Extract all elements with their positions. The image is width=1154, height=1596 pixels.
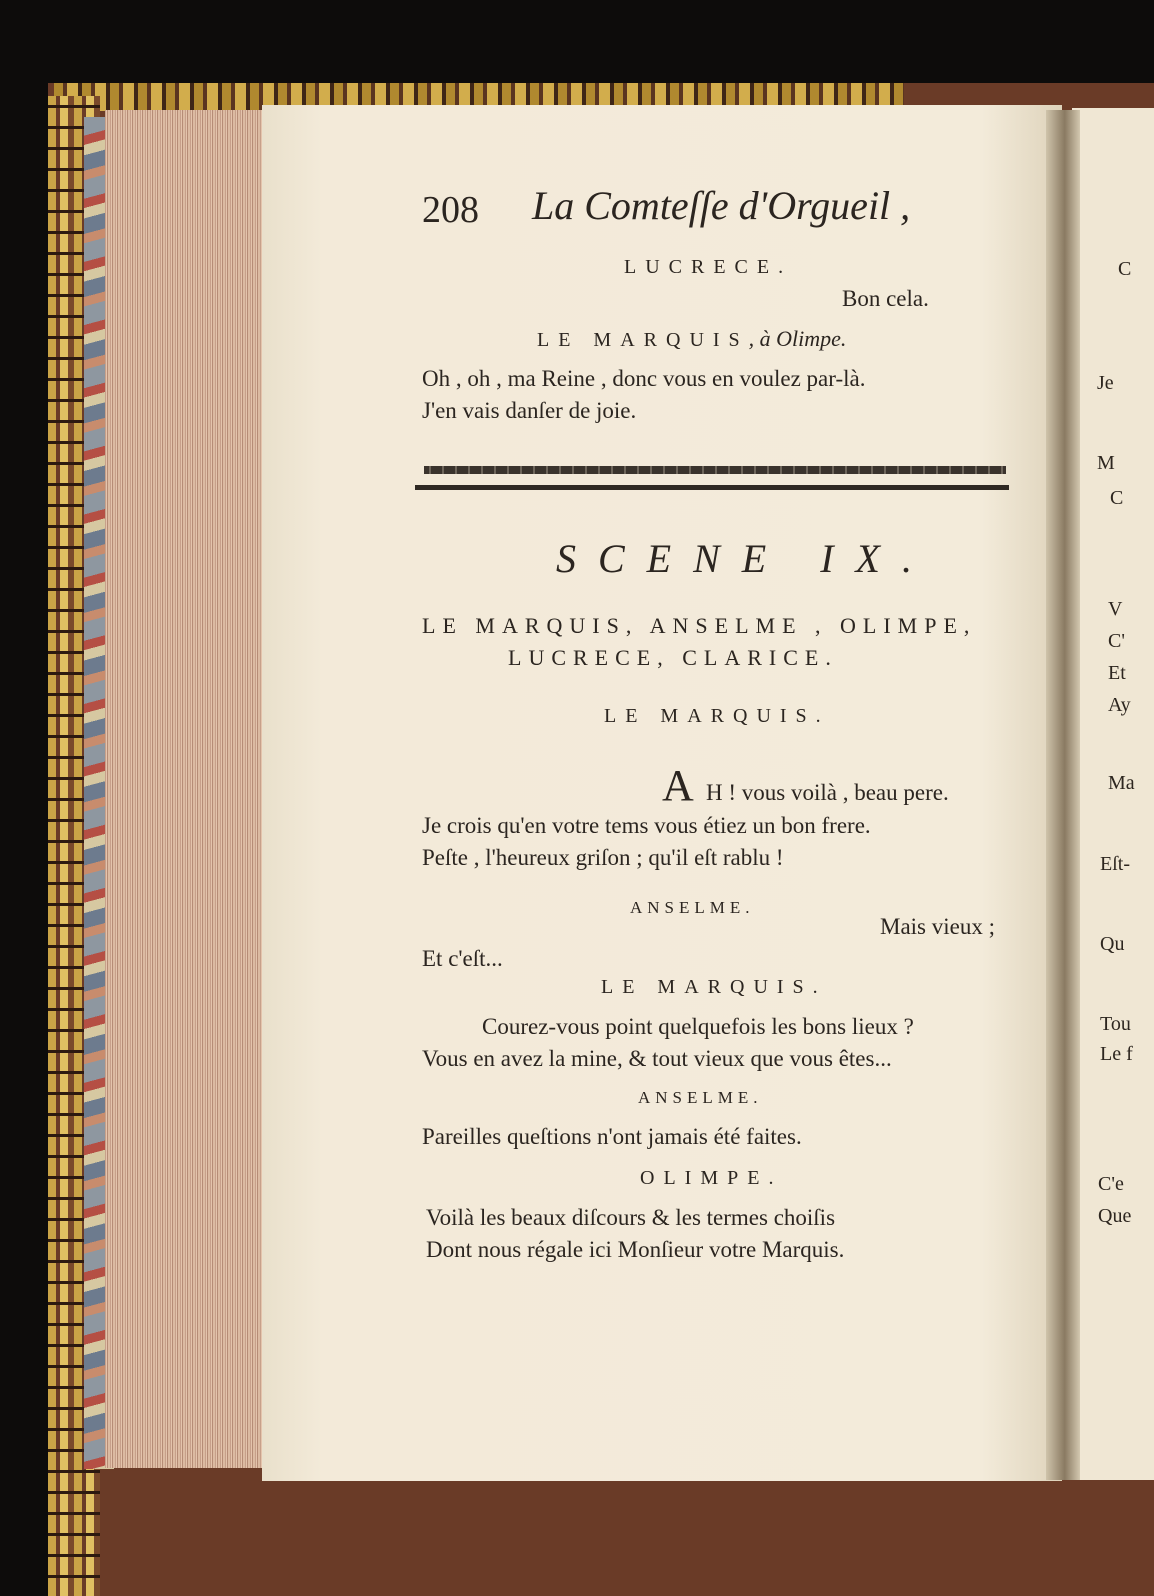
facing-fragment: C' [1108, 630, 1125, 652]
facing-fragment: C'e [1098, 1173, 1124, 1195]
speaker-marquis: LE MARQUIS. [604, 705, 830, 727]
verse-line: Bon cela. [842, 286, 929, 311]
speaker-anselme: ANSELME. [630, 898, 755, 917]
facing-fragment: Je [1097, 372, 1114, 394]
page-number: 208 [422, 189, 479, 231]
speaker-marquis: LE MARQUIS [537, 329, 749, 351]
running-head: La Comteſſe d'Orgueil , [532, 183, 911, 228]
speaker-lucrece: LUCRECE. [624, 256, 793, 278]
verse-line: Et c'eſt... [422, 946, 503, 971]
verse-line: Je crois qu'en votre tems vous étiez un bon frere. [422, 813, 871, 838]
facing-fragment: Ma [1108, 772, 1135, 794]
speaker-marquis: LE MARQUIS. [601, 976, 827, 998]
verse-line: J'en vais danſer de joie. [422, 398, 637, 423]
page-gutter [1046, 110, 1080, 1480]
speaker-marquis-stage-direction [537, 326, 846, 352]
facing-fragment: Le f [1100, 1043, 1133, 1065]
verse-line: Mais vieux ; [880, 914, 995, 939]
facing-fragment: Eſt- [1100, 853, 1130, 875]
verse-line: Courez-vous point quelquefois les bons lieux ? [482, 1014, 914, 1039]
facing-fragment: C [1118, 258, 1132, 280]
cast-list: LE MARQUIS, ANSELME , OLIMPE, [422, 613, 977, 638]
verse-line: Peſte , l'heureux griſon ; qu'il eſt rablu ! [422, 845, 784, 870]
facing-fragment: Que [1098, 1205, 1132, 1227]
facing-fragment: M [1097, 452, 1115, 474]
facing-fragment: V [1108, 598, 1123, 620]
verse-line: H ! vous voilà , beau pere. [706, 780, 949, 805]
facing-fragment: Ay [1108, 694, 1131, 716]
divider-rule [415, 485, 1009, 490]
verse-line: Vous en avez la mine, & tout vieux que vous êtes... [422, 1046, 892, 1071]
drop-capital: A [662, 761, 694, 810]
scene-title: SCENE IX. [556, 536, 934, 581]
speaker-anselme: ANSELME. [638, 1088, 763, 1107]
facing-fragment: C [1110, 487, 1124, 509]
facing-fragment: Et [1108, 662, 1126, 684]
facing-fragment: Tou [1100, 1013, 1131, 1035]
cast-list: LUCRECE, CLARICE. [508, 645, 838, 670]
verse-line: Dont nous régale ici Monſieur votre Marquis. [426, 1237, 845, 1262]
stage-direction: , à Olimpe. [748, 326, 847, 351]
verse-line: Pareilles queſtions n'ont jamais été faites. [422, 1124, 802, 1149]
facing-fragment: Qu [1100, 933, 1125, 955]
verse-line: Oh , oh , ma Reine , donc vous en voulez par-là. [422, 366, 866, 391]
speaker-olimpe: OLIMPE. [640, 1167, 783, 1189]
verse-line: Voilà les beaux diſcours & les termes choiſis [426, 1205, 836, 1230]
page-edges [105, 110, 265, 1468]
ornamental-rule [424, 466, 1006, 474]
